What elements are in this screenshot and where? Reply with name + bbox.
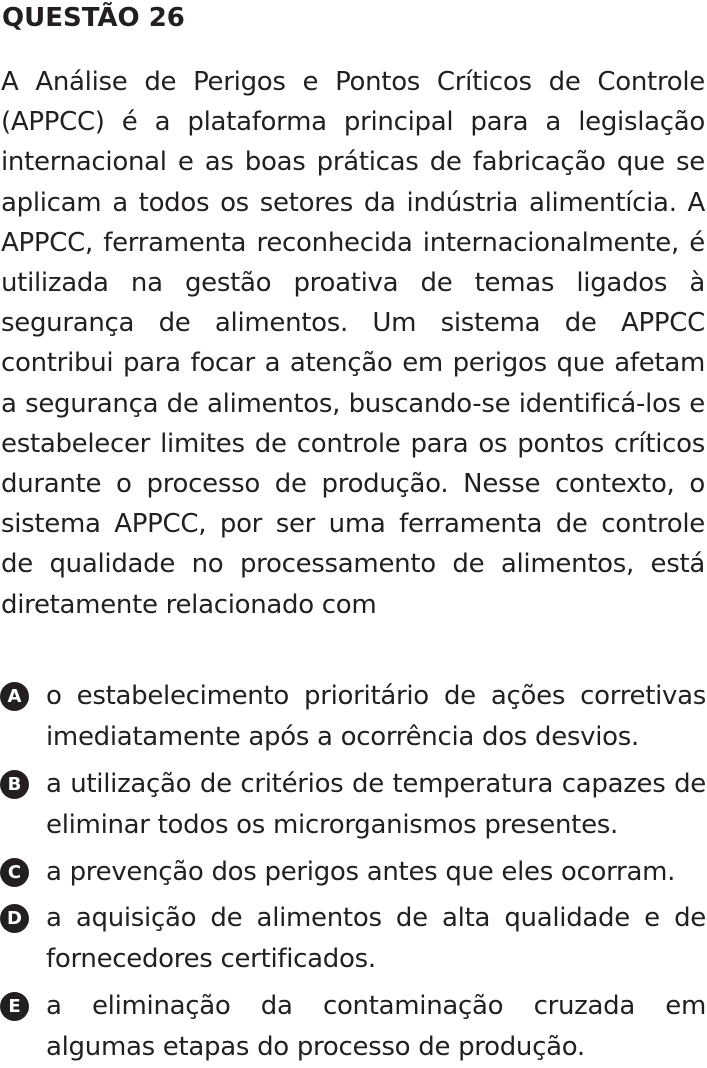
alternative-letter-b: B bbox=[0, 770, 29, 799]
alternative-letter-d: D bbox=[0, 904, 29, 933]
alternative-text-e: a eliminação da contaminação cruzada em algumas etapas do processo de produção. bbox=[46, 991, 706, 1062]
alternative-letter-a: A bbox=[0, 682, 29, 711]
alternative-text-d: a aquisição de alimentos de alta qualidade e de fornecedores certificados. bbox=[46, 903, 706, 974]
question-stem: A Análise de Perigos e Pontos Críticos de Controle (APPCC) é a plataforma principal para a legislação internacional e as boas práticas de fabricação que se aplicam a todos os setores da indústria alimentícia. A APPCC, ferramenta reconhecida internacionalmente, é utilizada na gestão proativa de temas ligados à segurança de alimentos. Um sistema de APPCC contribui para focar a atenção em perigos que afetam a segurança de alimentos, buscando-se identificá-los e estabelecer limites de controle para os pontos críticos durante o processo de produção. Nesse contexto, o sistema APPCC, por ser uma ferramenta de controle de qualidade no processamento de alimentos, está diretamente relacionado com bbox=[1, 67, 705, 620]
alternative-letter-e: E bbox=[0, 992, 29, 1021]
alternative-text-a: o estabelecimento prioritário de ações corretivas imediatamente após a ocorrência dos desvios. bbox=[46, 681, 706, 752]
alternative-text-b: a utilização de critérios de temperatura capazes de eliminar todos os microrganismos presentes. bbox=[46, 769, 706, 840]
question-title: QUESTÃO 26 bbox=[2, 3, 185, 33]
alternative-letter-c: C bbox=[0, 858, 29, 887]
alternative-text-c: a prevenção dos perigos antes que eles ocorram. bbox=[46, 857, 676, 887]
